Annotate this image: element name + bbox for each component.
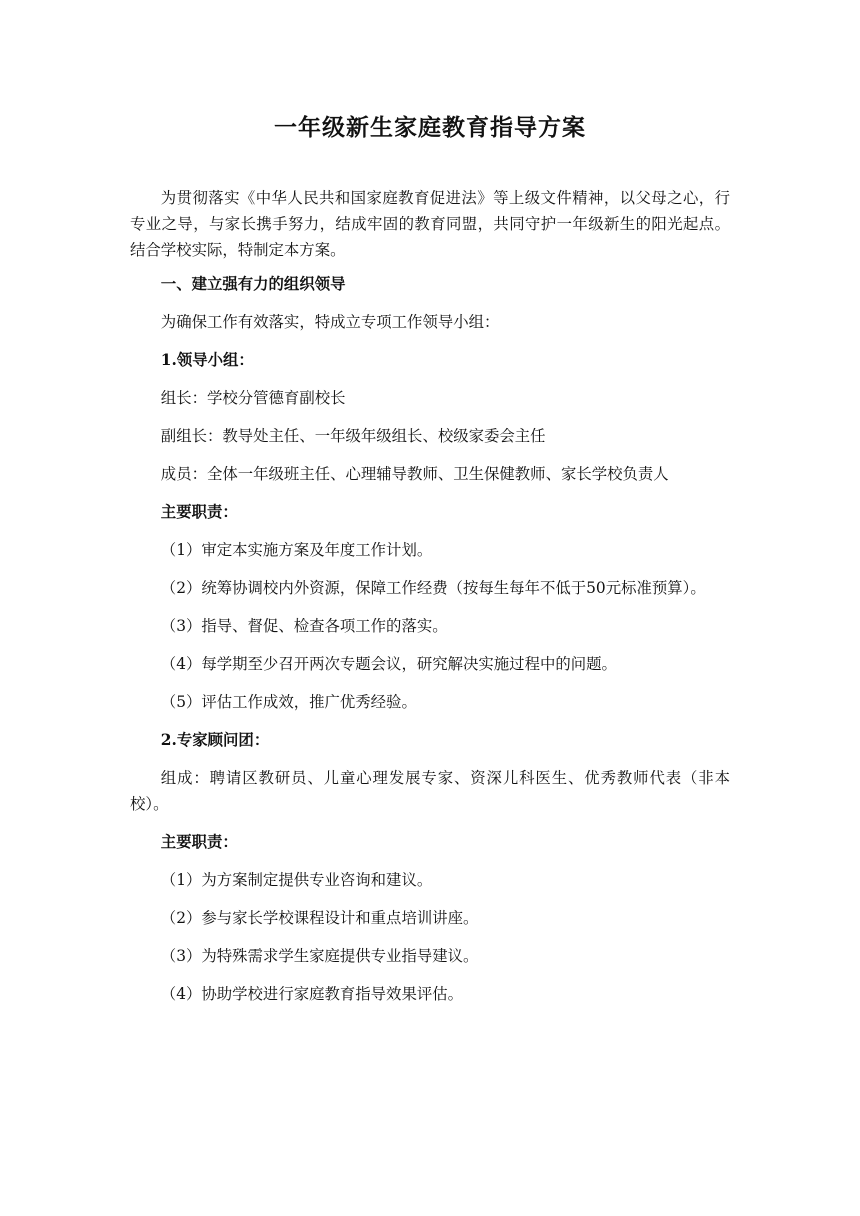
document-title: 一年级新生家庭教育指导方案 — [274, 114, 586, 141]
group-2-duty-item: （3）为特殊需求学生家庭提供专业指导建议。 — [160, 947, 479, 965]
group-1-leader: 组长：学校分管德育副校长 — [160, 389, 346, 407]
group-1-deputy: 副组长：教导处主任、一年级年级组长、校级家委会主任 — [160, 427, 546, 445]
group-1-members: 成员：全体一年级班主任、心理辅导教师、卫生保健教师、家长学校负责人 — [160, 465, 669, 483]
document-body — [130, 185, 730, 1007]
group-1-duty-item: （3）指导、督促、检查各项工作的落实。 — [160, 617, 448, 635]
group-2-duty-item: （4）协助学校进行家庭教育指导效果评估。 — [160, 985, 464, 1003]
section-1-lead: 为确保工作有效落实，特成立专项工作领导小组： — [160, 313, 500, 331]
group-2-composition: 组成：聘请区教研员、儿童心理发展专家、资深儿科医生、优秀教师代表（非本校）。 — [130, 769, 730, 813]
section-1-heading: 一、建立强有力的组织领导 — [160, 275, 346, 293]
intro-paragraph: 为贯彻落实《中华人民共和国家庭教育促进法》等上级文件精神，以父母之心，行专业之导，与家长携手努力，结成牢固的教育同盟，共同守护一年级新生的阳光起点。结合学校实际，特制定本方案。 — [130, 189, 730, 259]
group-2-duty-item: （1）为方案制定提供专业咨询和建议。 — [160, 871, 433, 889]
group-1-duty-item: （1）审定本实施方案及年度工作计划。 — [160, 541, 433, 559]
group-1-duties-heading: 主要职责： — [160, 503, 238, 521]
group-1-duty-item: （4）每学期至少召开两次专题会议，研究解决实施过程中的问题。 — [160, 655, 617, 673]
group-1-duty-item: （2）统筹协调校内外资源，保障工作经费（按每生每年不低于50元标准预算）。 — [160, 579, 706, 597]
group-1-duty-item: （5）评估工作成效，推广优秀经验。 — [160, 693, 417, 711]
group-2-heading: 2.专家顾问团： — [160, 731, 270, 749]
group-2-duties-heading: 主要职责： — [160, 833, 238, 851]
group-1-heading: 1.领导小组： — [160, 351, 254, 369]
group-2-duty-item: （2）参与家长学校课程设计和重点培训讲座。 — [160, 909, 479, 927]
